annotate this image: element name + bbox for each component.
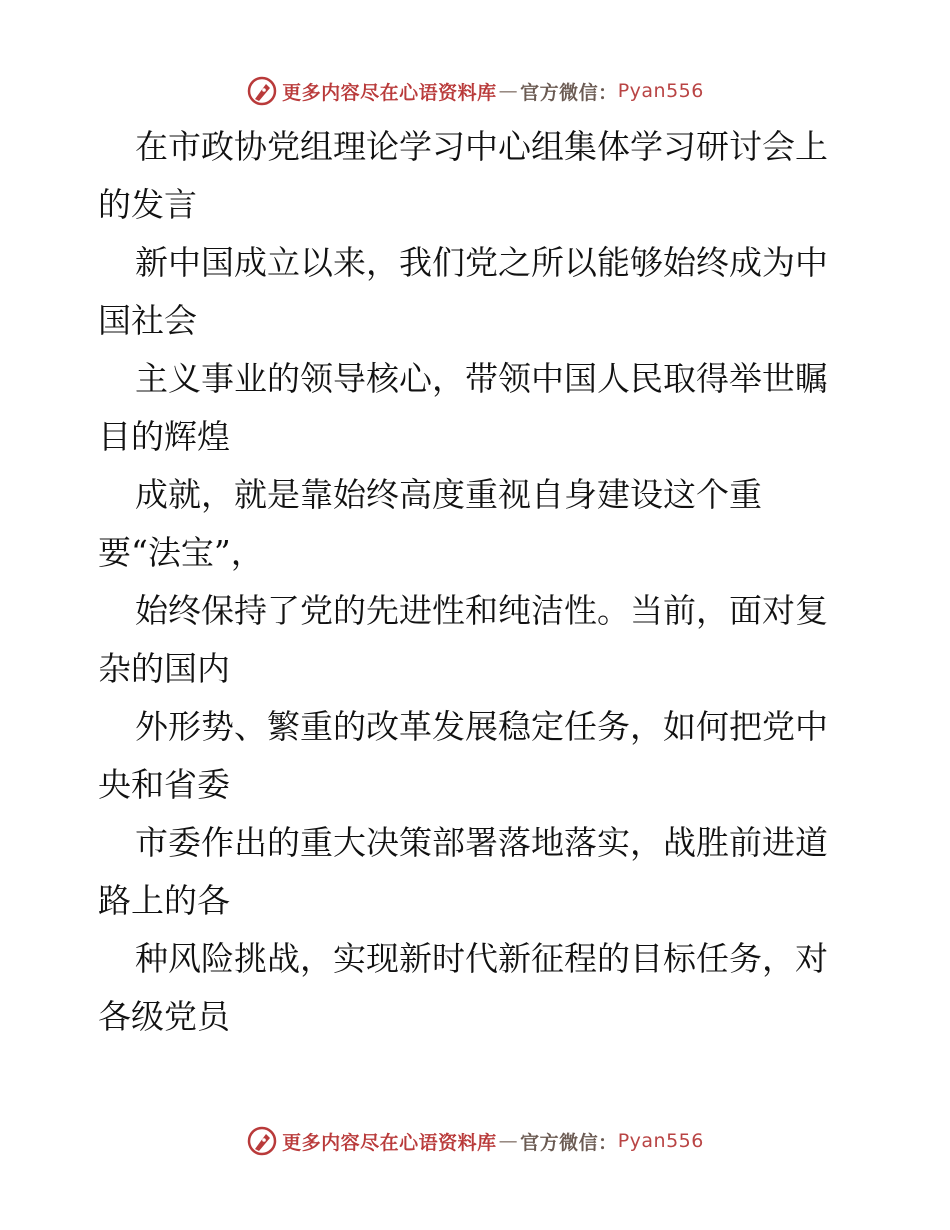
- line-continuation: 国社会: [98, 301, 197, 340]
- paragraph: [98, 350, 858, 466]
- watermark-text: 更多内容尽在心语资料库: [282, 1131, 497, 1154]
- line-continuation: 要“法宝”，: [98, 533, 264, 572]
- watermark-banner-bottom: [0, 1121, 950, 1161]
- watermark-banner-top: [0, 71, 950, 111]
- line-indented: 始终保持了党的先进性和纯洁性。当前，面对复: [135, 591, 828, 630]
- line-continuation: 杂的国内: [98, 649, 230, 688]
- line-indented: 在市政协党组理论学习中心组集体学习研讨会上: [135, 127, 828, 166]
- paragraph: [98, 930, 858, 1046]
- line-continuation: 路上的各: [98, 881, 230, 920]
- line-indented: 市委作出的重大决策部署落地落实，战胜前进道: [135, 823, 828, 862]
- line-continuation: 各级党员: [98, 997, 230, 1036]
- line-indented: 新中国成立以来，我们党之所以能够始终成为中: [135, 243, 828, 282]
- watermark-dash: —: [498, 80, 519, 102]
- line-continuation: 央和省委: [98, 765, 230, 804]
- paragraph: [98, 118, 858, 234]
- pen-nib-logo-icon: [246, 1125, 278, 1157]
- paragraph: [98, 234, 858, 350]
- line-indented: 种风险挑战，实现新时代新征程的目标任务，对: [135, 939, 828, 978]
- line-indented: 主义事业的领导核心，带领中国人民取得举世瞩: [135, 359, 828, 398]
- watermark-text: 更多内容尽在心语资料库: [282, 81, 497, 104]
- paragraph: [98, 698, 858, 814]
- watermark-wechat-id: Pyan556: [617, 1130, 704, 1152]
- document-body: [98, 118, 858, 1046]
- line-indented: 成就，就是靠始终高度重视自身建设这个重: [135, 475, 762, 514]
- watermark-wechat-label: 官方微信：: [520, 1131, 618, 1154]
- watermark-wechat-label: 官方微信：: [520, 81, 618, 104]
- paragraph: [98, 814, 858, 930]
- line-continuation: 的发言: [98, 185, 197, 224]
- paragraph: [98, 466, 858, 582]
- watermark-dash: —: [498, 1130, 519, 1152]
- paragraph: [98, 582, 858, 698]
- pen-nib-logo-icon: [246, 75, 278, 107]
- watermark-wechat-id: Pyan556: [617, 80, 704, 102]
- line-indented: 外形势、繁重的改革发展稳定任务，如何把党中: [135, 707, 828, 746]
- line-continuation: 目的辉煌: [98, 417, 230, 456]
